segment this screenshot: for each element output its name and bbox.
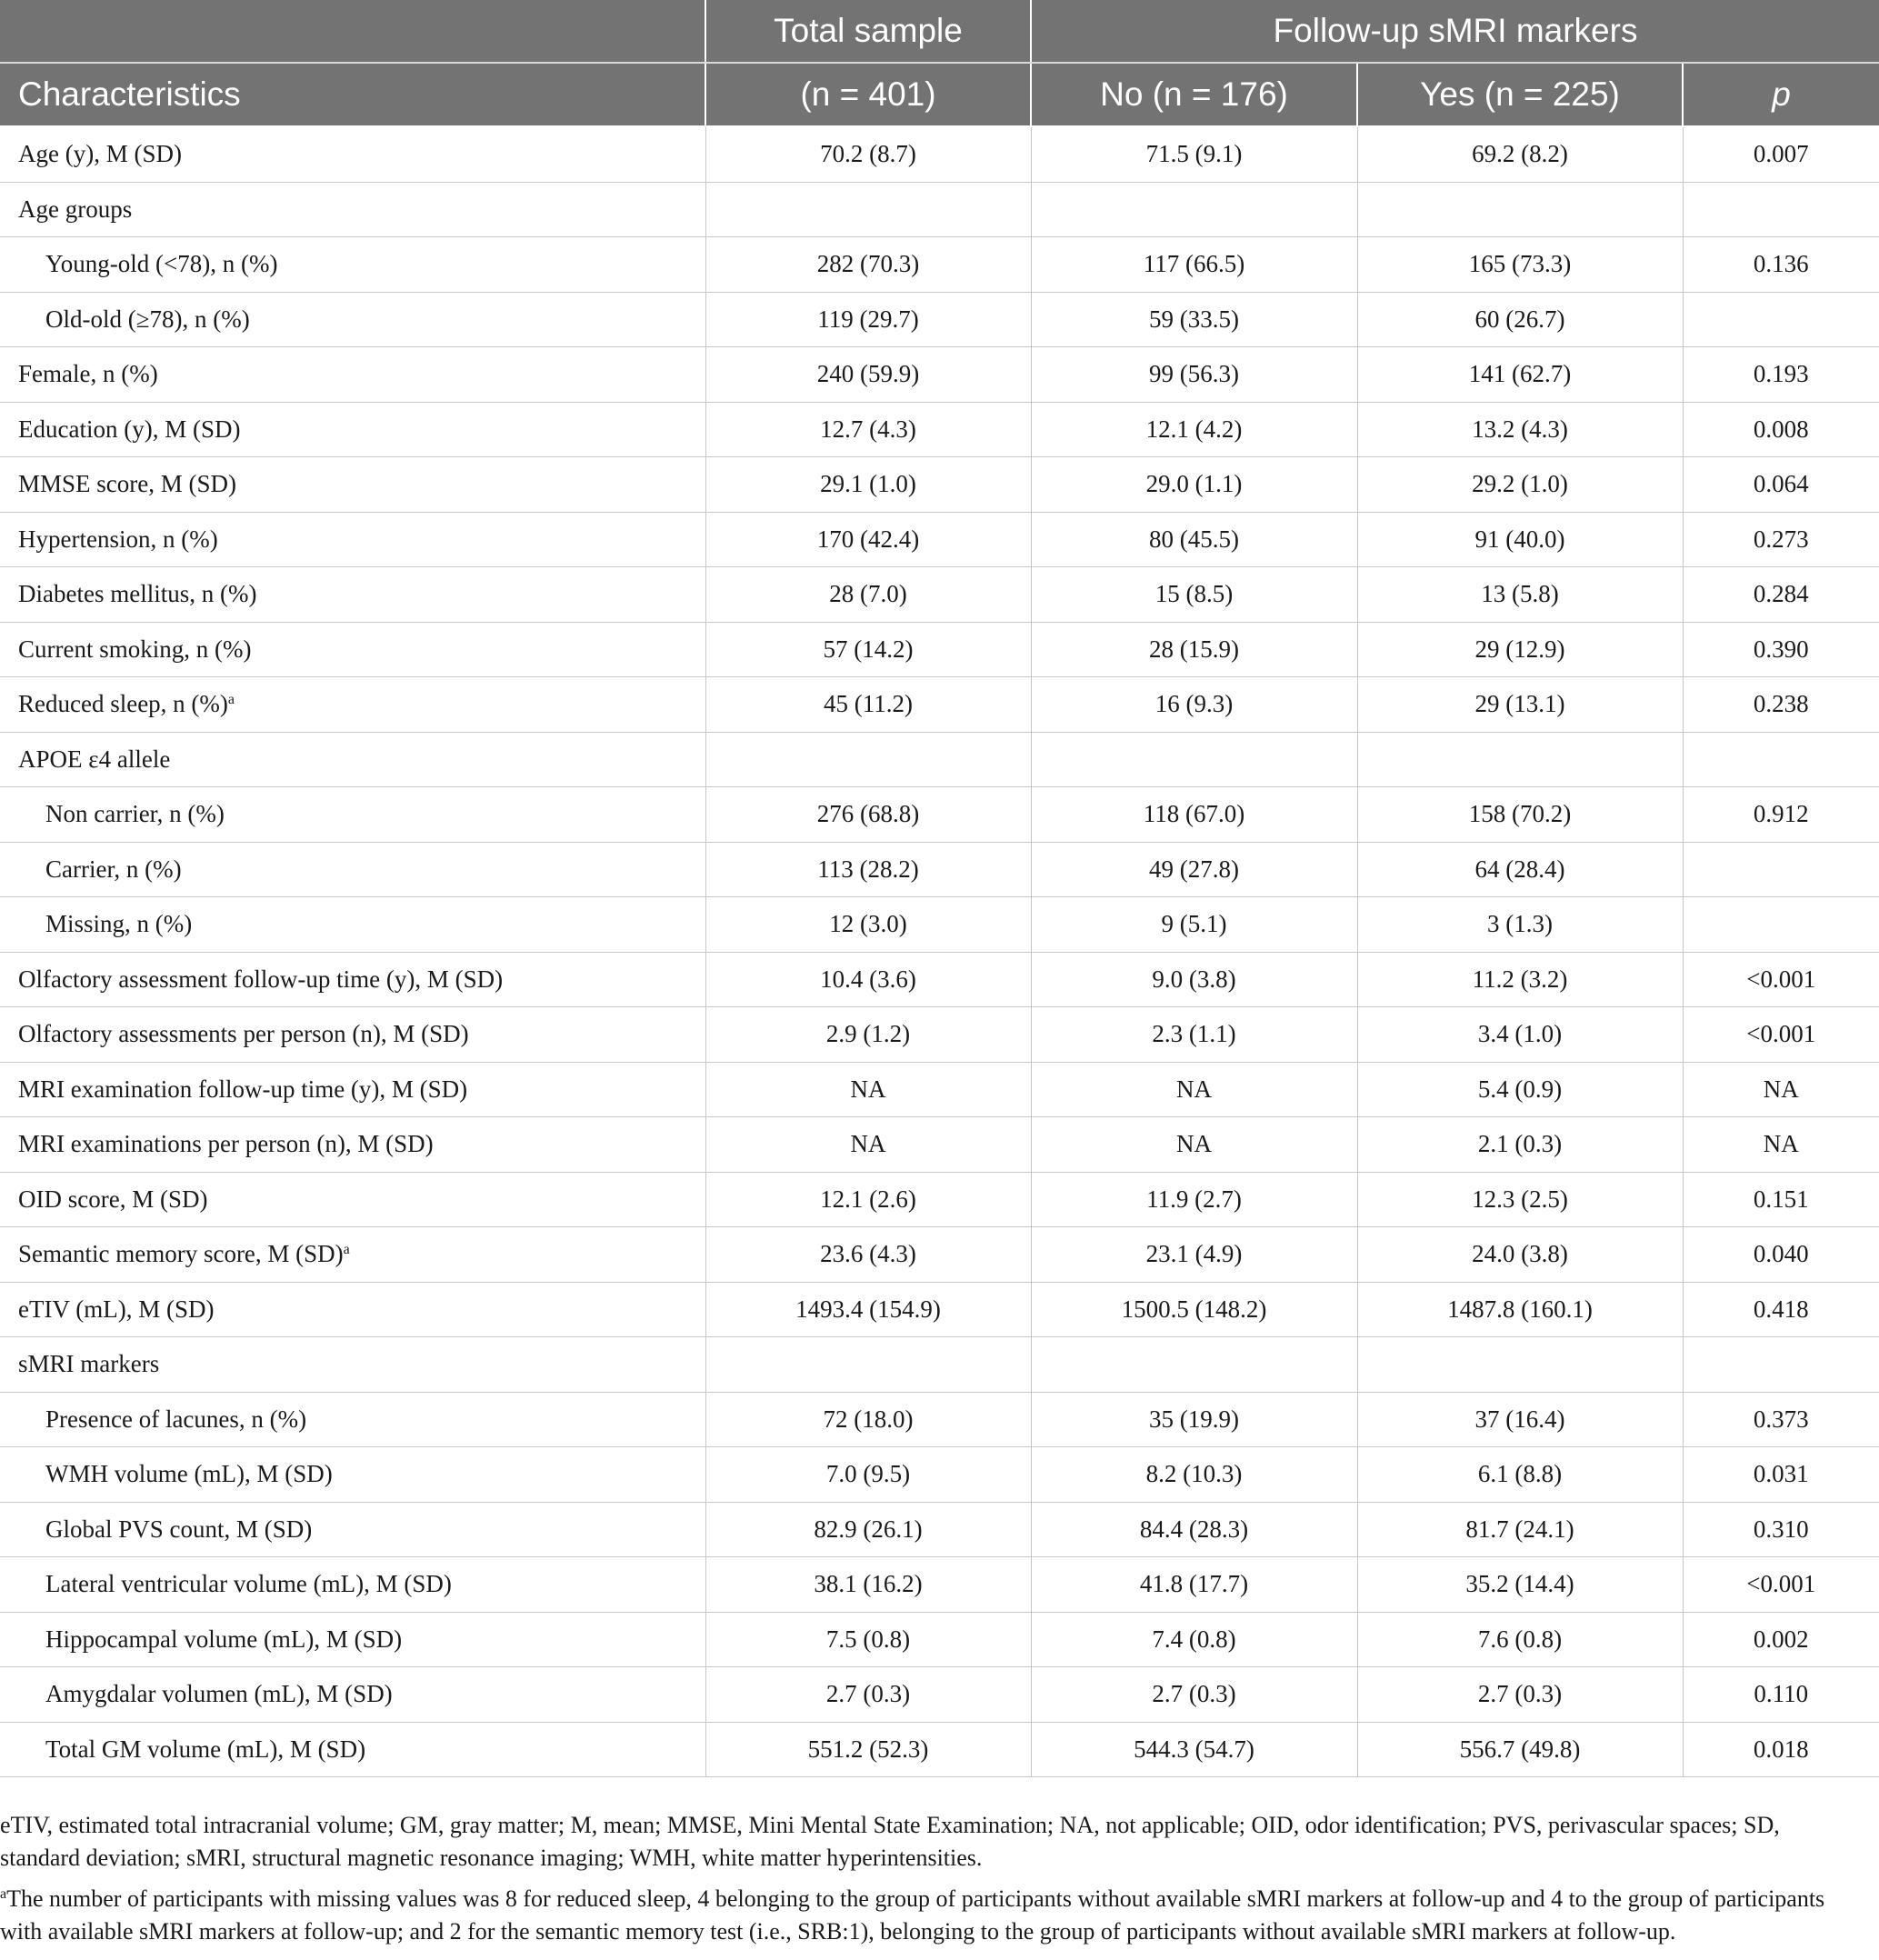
cell-p: 0.008 bbox=[1683, 402, 1879, 457]
cell-p: 0.418 bbox=[1683, 1282, 1879, 1337]
cell-no: 35 (19.9) bbox=[1031, 1392, 1357, 1447]
cell-p: NA bbox=[1683, 1117, 1879, 1173]
row-label bbox=[0, 1337, 705, 1393]
cell-p: 0.310 bbox=[1683, 1502, 1879, 1557]
table-row bbox=[0, 1392, 1879, 1447]
cell-total: 38.1 (16.2) bbox=[705, 1557, 1031, 1613]
row-label bbox=[0, 622, 705, 677]
footnote-a bbox=[0, 1878, 1854, 1948]
cell-yes: 13 (5.8) bbox=[1357, 567, 1683, 623]
cell-total bbox=[705, 732, 1031, 787]
row-label-text: Global PVS count, M (SD) bbox=[45, 1515, 313, 1543]
table-row bbox=[0, 1172, 1879, 1227]
cell-total: 276 (68.8) bbox=[705, 787, 1031, 843]
cell-yes: 7.6 (0.8) bbox=[1357, 1612, 1683, 1667]
cell-p: <0.001 bbox=[1683, 1557, 1879, 1613]
cell-no: 1500.5 (148.2) bbox=[1031, 1282, 1357, 1337]
cell-p: 0.031 bbox=[1683, 1447, 1879, 1503]
table-row bbox=[0, 237, 1879, 293]
cell-total: 45 (11.2) bbox=[705, 677, 1031, 733]
row-label-text: Hippocampal volume (mL), M (SD) bbox=[45, 1625, 403, 1653]
cell-yes: 3.4 (1.0) bbox=[1357, 1007, 1683, 1063]
row-label-text: Age (y), M (SD) bbox=[18, 140, 182, 168]
cell-total: 28 (7.0) bbox=[705, 567, 1031, 623]
table-row bbox=[0, 1282, 1879, 1337]
row-label-text: Young-old (<78), n (%) bbox=[45, 250, 278, 278]
row-label-text: Diabetes mellitus, n (%) bbox=[18, 580, 257, 608]
cell-yes: 29 (13.1) bbox=[1357, 677, 1683, 733]
cell-no: 11.9 (2.7) bbox=[1031, 1172, 1357, 1227]
cell-yes: 12.3 (2.5) bbox=[1357, 1172, 1683, 1227]
cell-no: 23.1 (4.9) bbox=[1031, 1227, 1357, 1283]
cell-yes: 81.7 (24.1) bbox=[1357, 1502, 1683, 1557]
row-label bbox=[0, 1007, 705, 1063]
row-label bbox=[0, 402, 705, 457]
cell-yes: 91 (40.0) bbox=[1357, 512, 1683, 567]
cell-yes bbox=[1357, 182, 1683, 237]
table-row bbox=[0, 1337, 1879, 1393]
cell-no: 544.3 (54.7) bbox=[1031, 1722, 1357, 1777]
table-row bbox=[0, 126, 1879, 182]
cell-total: 113 (28.2) bbox=[705, 842, 1031, 897]
header-followup-group: Follow-up sMRI markers bbox=[1031, 0, 1879, 63]
row-label-text: eTIV (mL), M (SD) bbox=[18, 1295, 215, 1323]
row-label bbox=[0, 1557, 705, 1613]
cell-total: 1493.4 (154.9) bbox=[705, 1282, 1031, 1337]
cell-total: 282 (70.3) bbox=[705, 237, 1031, 293]
cell-yes: 2.1 (0.3) bbox=[1357, 1117, 1683, 1173]
cell-total: 72 (18.0) bbox=[705, 1392, 1031, 1447]
cell-p: 0.390 bbox=[1683, 622, 1879, 677]
row-label bbox=[0, 347, 705, 403]
row-label bbox=[0, 677, 705, 733]
table-row bbox=[0, 897, 1879, 953]
row-label-text: OID score, M (SD) bbox=[18, 1185, 208, 1213]
header-total-n bbox=[705, 63, 1031, 126]
row-label bbox=[0, 457, 705, 513]
cell-yes: 165 (73.3) bbox=[1357, 237, 1683, 293]
cell-yes: 5.4 (0.9) bbox=[1357, 1062, 1683, 1117]
footnote-marker: a bbox=[343, 1242, 350, 1258]
row-label-text: Old-old (≥78), n (%) bbox=[45, 305, 250, 333]
header-yes-n: Yes (n = 225) bbox=[1357, 63, 1683, 126]
row-label-text: Total GM volume (mL), M (SD) bbox=[45, 1735, 366, 1763]
row-label bbox=[0, 1282, 705, 1337]
cell-no: 118 (67.0) bbox=[1031, 787, 1357, 843]
cell-yes: 69.2 (8.2) bbox=[1357, 126, 1683, 182]
cell-total: 82.9 (26.1) bbox=[705, 1502, 1031, 1557]
cell-total: NA bbox=[705, 1117, 1031, 1173]
table-row bbox=[0, 677, 1879, 733]
row-label-text: Reduced sleep, n (%) bbox=[18, 690, 228, 718]
cell-no: 80 (45.5) bbox=[1031, 512, 1357, 567]
row-label bbox=[0, 1062, 705, 1117]
cell-no: 84.4 (28.3) bbox=[1031, 1502, 1357, 1557]
header-total-sample: Total sample bbox=[705, 0, 1031, 63]
cell-p: 0.110 bbox=[1683, 1667, 1879, 1723]
table-row bbox=[0, 622, 1879, 677]
cell-p bbox=[1683, 292, 1879, 347]
cell-yes bbox=[1357, 732, 1683, 787]
cell-no: 16 (9.3) bbox=[1031, 677, 1357, 733]
cell-total: 12 (3.0) bbox=[705, 897, 1031, 953]
cell-p bbox=[1683, 732, 1879, 787]
header-no-n: No (n = 176) bbox=[1031, 63, 1357, 126]
cell-p: <0.001 bbox=[1683, 1007, 1879, 1063]
cell-p: 0.912 bbox=[1683, 787, 1879, 843]
cell-no: 71.5 (9.1) bbox=[1031, 126, 1357, 182]
table-row bbox=[0, 1227, 1879, 1283]
row-label bbox=[0, 1502, 705, 1557]
table-row bbox=[0, 567, 1879, 623]
cell-p bbox=[1683, 1337, 1879, 1393]
table-row bbox=[0, 952, 1879, 1007]
row-label bbox=[0, 897, 705, 953]
cell-no bbox=[1031, 1337, 1357, 1393]
row-label bbox=[0, 237, 705, 293]
header-total-n-text: (n = 401) bbox=[800, 75, 936, 113]
table-row bbox=[0, 1667, 1879, 1723]
cell-yes: 2.7 (0.3) bbox=[1357, 1667, 1683, 1723]
row-label bbox=[0, 567, 705, 623]
row-label-text: Age groups bbox=[18, 195, 133, 223]
cell-total: 7.5 (0.8) bbox=[705, 1612, 1031, 1667]
row-label bbox=[0, 1447, 705, 1503]
table-footnotes bbox=[0, 1809, 1854, 1952]
cell-total: 240 (59.9) bbox=[705, 347, 1031, 403]
cell-yes: 35.2 (14.4) bbox=[1357, 1557, 1683, 1613]
row-label-text: WMH volume (mL), M (SD) bbox=[45, 1460, 333, 1488]
row-label bbox=[0, 1392, 705, 1447]
cell-yes: 158 (70.2) bbox=[1357, 787, 1683, 843]
footnote-a-text: The number of participants with missing values was 8 for reduced sleep, 4 belonging to the group of participants without available sMRI markers at follow-up and 4 to the group of participants with available sMRI markers at follow-up; and 2 for the semantic memory test (i.e., SRB:1), belonging to the group of participants without available sMRI markers at follow-up. bbox=[0, 1885, 1825, 1945]
table-body bbox=[0, 126, 1879, 1777]
cell-no: 7.4 (0.8) bbox=[1031, 1612, 1357, 1667]
cell-p: 0.284 bbox=[1683, 567, 1879, 623]
cell-no: 15 (8.5) bbox=[1031, 567, 1357, 623]
row-label bbox=[0, 842, 705, 897]
row-label bbox=[0, 292, 705, 347]
row-label bbox=[0, 1612, 705, 1667]
row-label-text: Lateral ventricular volume (mL), M (SD) bbox=[45, 1570, 452, 1598]
footnote-marker: a bbox=[227, 692, 235, 708]
cell-no: 99 (56.3) bbox=[1031, 347, 1357, 403]
abbreviations-note: eTIV, estimated total intracranial volume; GM, gray matter; M, mean; MMSE, Mini Mental State Examination; NA, not applicable; OID, odor identification; PVS, perivascular spaces; SD, standard deviation; sMRI, structural magnetic resonance imaging; WMH, white matter hyperintensities. bbox=[0, 1812, 1780, 1871]
table-row bbox=[0, 292, 1879, 347]
cell-yes: 64 (28.4) bbox=[1357, 842, 1683, 897]
table-row bbox=[0, 1502, 1879, 1557]
cell-p: 0.193 bbox=[1683, 347, 1879, 403]
cell-yes: 60 (26.7) bbox=[1357, 292, 1683, 347]
row-label-text: Education (y), M (SD) bbox=[18, 415, 241, 443]
cell-no bbox=[1031, 732, 1357, 787]
cell-total: 551.2 (52.3) bbox=[705, 1722, 1031, 1777]
cell-total: 7.0 (9.5) bbox=[705, 1447, 1031, 1503]
cell-total: 12.1 (2.6) bbox=[705, 1172, 1031, 1227]
cell-no: NA bbox=[1031, 1117, 1357, 1173]
row-label bbox=[0, 1172, 705, 1227]
table-row bbox=[0, 182, 1879, 237]
cell-no: 59 (33.5) bbox=[1031, 292, 1357, 347]
table-row bbox=[0, 732, 1879, 787]
row-label bbox=[0, 1722, 705, 1777]
cell-no: 2.3 (1.1) bbox=[1031, 1007, 1357, 1063]
cell-p: 0.273 bbox=[1683, 512, 1879, 567]
cell-yes: 29.2 (1.0) bbox=[1357, 457, 1683, 513]
cell-yes: 37 (16.4) bbox=[1357, 1392, 1683, 1447]
cell-p: 0.002 bbox=[1683, 1612, 1879, 1667]
cell-total: 23.6 (4.3) bbox=[705, 1227, 1031, 1283]
row-label-text: Current smoking, n (%) bbox=[18, 635, 252, 663]
cell-no: 9 (5.1) bbox=[1031, 897, 1357, 953]
row-label-text: Olfactory assessment follow-up time (y), M (SD) bbox=[18, 965, 504, 993]
table-row bbox=[0, 787, 1879, 843]
table-row bbox=[0, 842, 1879, 897]
row-label-text: sMRI markers bbox=[18, 1350, 160, 1378]
row-label bbox=[0, 182, 705, 237]
row-label-text: Female, n (%) bbox=[18, 360, 158, 388]
cell-yes: 3 (1.3) bbox=[1357, 897, 1683, 953]
cell-p bbox=[1683, 842, 1879, 897]
row-label bbox=[0, 1117, 705, 1173]
cell-no: 117 (66.5) bbox=[1031, 237, 1357, 293]
row-label-text: Missing, n (%) bbox=[45, 910, 193, 938]
cell-yes: 11.2 (3.2) bbox=[1357, 952, 1683, 1007]
cell-yes: 13.2 (4.3) bbox=[1357, 402, 1683, 457]
cell-total: 2.7 (0.3) bbox=[705, 1667, 1031, 1723]
table-header bbox=[0, 0, 1879, 126]
row-label bbox=[0, 1667, 705, 1723]
row-label bbox=[0, 1227, 705, 1283]
cell-no: 29.0 (1.1) bbox=[1031, 457, 1357, 513]
cell-yes: 556.7 (49.8) bbox=[1357, 1722, 1683, 1777]
cell-yes bbox=[1357, 1337, 1683, 1393]
cell-yes: 1487.8 (160.1) bbox=[1357, 1282, 1683, 1337]
row-label-text: MMSE score, M (SD) bbox=[18, 470, 236, 498]
cell-p: <0.001 bbox=[1683, 952, 1879, 1007]
cell-total: 10.4 (3.6) bbox=[705, 952, 1031, 1007]
cell-total: 2.9 (1.2) bbox=[705, 1007, 1031, 1063]
table-row bbox=[0, 347, 1879, 403]
row-label-text: Amygdalar volumen (mL), M (SD) bbox=[45, 1680, 393, 1708]
table-row bbox=[0, 1062, 1879, 1117]
cell-p bbox=[1683, 897, 1879, 953]
cell-p: NA bbox=[1683, 1062, 1879, 1117]
cell-no: 41.8 (17.7) bbox=[1031, 1557, 1357, 1613]
cell-no: NA bbox=[1031, 1062, 1357, 1117]
table-row bbox=[0, 1447, 1879, 1503]
cell-p: 0.238 bbox=[1683, 677, 1879, 733]
row-label bbox=[0, 952, 705, 1007]
cell-total bbox=[705, 1337, 1031, 1393]
cell-yes: 24.0 (3.8) bbox=[1357, 1227, 1683, 1283]
cell-total: 70.2 (8.7) bbox=[705, 126, 1031, 182]
row-label-text: Olfactory assessments per person (n), M (SD) bbox=[18, 1020, 469, 1048]
cell-total bbox=[705, 182, 1031, 237]
table-row bbox=[0, 1557, 1879, 1613]
row-label-text: Semantic memory score, M (SD) bbox=[18, 1240, 344, 1268]
cell-p: 0.136 bbox=[1683, 237, 1879, 293]
row-label bbox=[0, 732, 705, 787]
cell-total: 29.1 (1.0) bbox=[705, 457, 1031, 513]
cell-total: 57 (14.2) bbox=[705, 622, 1031, 677]
cell-yes: 6.1 (8.8) bbox=[1357, 1447, 1683, 1503]
cell-p: 0.373 bbox=[1683, 1392, 1879, 1447]
cell-total: 119 (29.7) bbox=[705, 292, 1031, 347]
cell-no: 12.1 (4.2) bbox=[1031, 402, 1357, 457]
table-row bbox=[0, 1117, 1879, 1173]
row-label-text: Non carrier, n (%) bbox=[45, 800, 225, 828]
row-label-text: Hypertension, n (%) bbox=[18, 525, 218, 553]
row-label-text: Presence of lacunes, n (%) bbox=[45, 1405, 307, 1433]
cell-no: 28 (15.9) bbox=[1031, 622, 1357, 677]
cell-yes: 29 (12.9) bbox=[1357, 622, 1683, 677]
cell-yes: 141 (62.7) bbox=[1357, 347, 1683, 403]
cell-no bbox=[1031, 182, 1357, 237]
table-row bbox=[0, 1007, 1879, 1063]
row-label bbox=[0, 512, 705, 567]
cell-total: 12.7 (4.3) bbox=[705, 402, 1031, 457]
cell-p bbox=[1683, 182, 1879, 237]
row-label bbox=[0, 787, 705, 843]
cell-no: 49 (27.8) bbox=[1031, 842, 1357, 897]
row-label-text: MRI examinations per person (n), M (SD) bbox=[18, 1130, 434, 1158]
cell-total: 170 (42.4) bbox=[705, 512, 1031, 567]
table-row bbox=[0, 512, 1879, 567]
table-row bbox=[0, 402, 1879, 457]
header-characteristics: Characteristics bbox=[0, 63, 705, 126]
cell-p: 0.040 bbox=[1683, 1227, 1879, 1283]
cell-no: 8.2 (10.3) bbox=[1031, 1447, 1357, 1503]
header-p: p bbox=[1683, 63, 1879, 126]
table-row bbox=[0, 457, 1879, 513]
cell-p: 0.018 bbox=[1683, 1722, 1879, 1777]
footnote-a-marker: a bbox=[0, 1886, 7, 1902]
cell-p: 0.064 bbox=[1683, 457, 1879, 513]
cell-no: 2.7 (0.3) bbox=[1031, 1667, 1357, 1723]
cell-no: 9.0 (3.8) bbox=[1031, 952, 1357, 1007]
row-label-text: MRI examination follow-up time (y), M (SD) bbox=[18, 1075, 468, 1103]
cell-total: NA bbox=[705, 1062, 1031, 1117]
cell-p: 0.007 bbox=[1683, 126, 1879, 182]
table-row bbox=[0, 1722, 1879, 1777]
row-label bbox=[0, 126, 705, 182]
header-empty-cell bbox=[0, 0, 705, 63]
table-row bbox=[0, 1612, 1879, 1667]
row-label-text: APOE ε4 allele bbox=[18, 745, 171, 773]
row-label-text: Carrier, n (%) bbox=[45, 855, 182, 883]
cell-p: 0.151 bbox=[1683, 1172, 1879, 1227]
